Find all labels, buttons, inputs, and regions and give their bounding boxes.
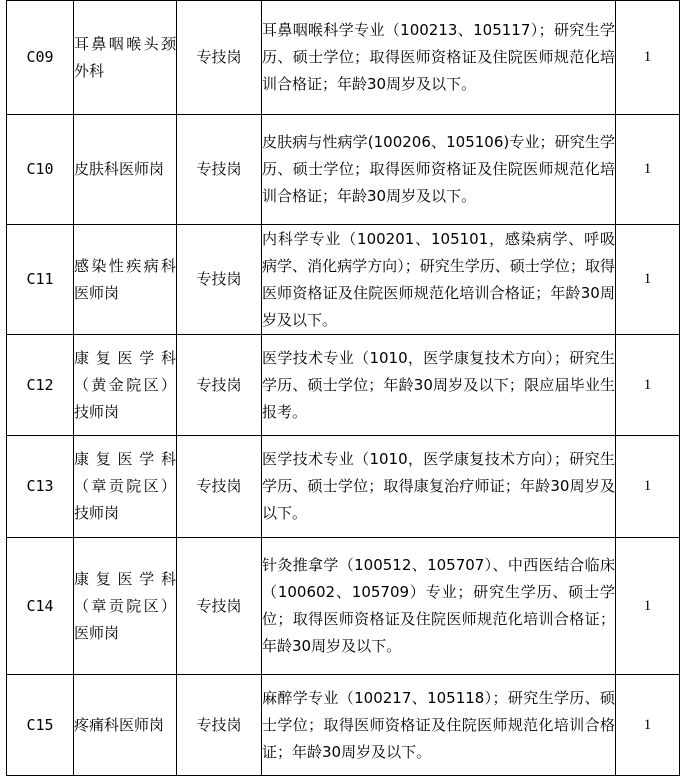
- post-code: C15: [7, 675, 74, 776]
- table-row: [7, 538, 680, 675]
- table-row: [7, 115, 680, 225]
- post-name: 康复医学科（黄金院区）技师岗: [74, 335, 177, 436]
- post-requirements: 内科学专业（100201、105101，感染病学、呼吸病学、消化病学方向）；研究生学历、硕士学位；取得医师资格证及住院医师规范化培训合格证；年龄30周岁及以下。: [262, 225, 616, 335]
- post-code: C13: [7, 436, 74, 538]
- recruitment-table: [6, 0, 680, 776]
- post-quota: 1: [616, 538, 680, 675]
- post-code: C10: [7, 115, 74, 225]
- post-type: 专技岗: [177, 675, 262, 776]
- post-quota: 1: [616, 115, 680, 225]
- post-name: 耳鼻咽喉头颈外科: [74, 1, 177, 115]
- post-code: C09: [7, 1, 74, 115]
- post-type: 专技岗: [177, 436, 262, 538]
- post-name: 皮肤科医师岗: [74, 115, 177, 225]
- post-type: 专技岗: [177, 1, 262, 115]
- post-quota: 1: [616, 225, 680, 335]
- table-row: [7, 225, 680, 335]
- post-code: C11: [7, 225, 74, 335]
- table-row: [7, 1, 680, 115]
- post-requirements: 耳鼻咽喉科学专业（100213、105117）；研究生学历、硕士学位；取得医师资格证及住院医师规范化培训合格证；年龄30周岁及以下。: [262, 1, 616, 115]
- post-name: 康复医学科（章贡院区）医师岗: [74, 538, 177, 675]
- post-type: 专技岗: [177, 538, 262, 675]
- post-name: 疼痛科医师岗: [74, 675, 177, 776]
- table-row: [7, 335, 680, 436]
- post-name: 康复医学科（章贡院区）技师岗: [74, 436, 177, 538]
- post-type: 专技岗: [177, 335, 262, 436]
- table-row: [7, 675, 680, 776]
- post-name: 感染性疾病科医师岗: [74, 225, 177, 335]
- post-quota: 1: [616, 675, 680, 776]
- table-row: [7, 436, 680, 538]
- post-type: 专技岗: [177, 225, 262, 335]
- post-code: C14: [7, 538, 74, 675]
- post-type: 专技岗: [177, 115, 262, 225]
- post-requirements: 麻醉学专业（100217、105118）；研究生学历、硕士学位；取得医师资格证及住院医师规范化培训合格证；年龄30周岁及以下。: [262, 675, 616, 776]
- post-code: C12: [7, 335, 74, 436]
- post-requirements: 医学技术专业（1010，医学康复技术方向）；研究生学历、硕士学位；年龄30周岁及以下；限应届毕业生报考。: [262, 335, 616, 436]
- post-quota: 1: [616, 1, 680, 115]
- post-quota: 1: [616, 436, 680, 538]
- post-requirements: 针灸推拿学（100512、105707）、中西医结合临床（100602、105709）专业；研究生学历、硕士学位；取得医师资格证及住院医师规范化培训合格证；年龄30周岁及以下。: [262, 538, 616, 675]
- post-requirements: 皮肤病与性病学(100206、105106)专业；研究生学历、硕士学位；取得医师资格证及住院医师规范化培训合格证；年龄30周岁及以下。: [262, 115, 616, 225]
- post-quota: 1: [616, 335, 680, 436]
- post-requirements: 医学技术专业（1010，医学康复技术方向）；研究生学历、硕士学位；取得康复治疗师证；年龄30周岁及以下。: [262, 436, 616, 538]
